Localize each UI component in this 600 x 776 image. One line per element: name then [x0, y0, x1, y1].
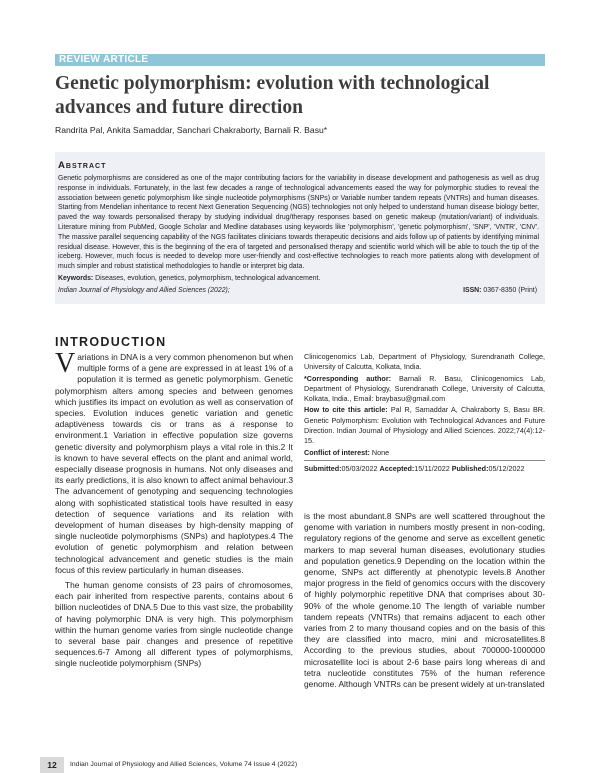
abstract-heading: Abstract — [58, 160, 107, 171]
footer-journal: Indian Journal of Physiology and Allied Sciences, Volume 74 Issue 4 (2022) — [70, 761, 298, 768]
left-column — [55, 348, 293, 670]
article-type-label: REVIEW ARTICLE — [59, 54, 149, 65]
accepted-label: Accepted: — [379, 463, 415, 473]
issn-value: 0367-8350 (Print) — [483, 286, 537, 294]
article-type-banner — [55, 54, 545, 66]
intro-paragraph-1 — [55, 348, 293, 576]
affiliation-block — [304, 352, 545, 474]
conflict-value: None — [371, 447, 390, 457]
citation-text: Pal R, Samaddar A, Chakraborty S, Basu BR. Genetic Polymorphism: Evolution with Technological Advances and Future Direction. Indian Journal of Physiology and Allied Sciences. 2022;74(4):12-15. — [304, 405, 545, 446]
page-number: 12 — [40, 757, 64, 773]
published-label: Published: — [451, 463, 489, 473]
conflict-label: Conflict of interest: — [304, 447, 370, 457]
submitted-date: 05/03/2022 — [341, 463, 378, 473]
published-date: 05/12/2022 — [488, 463, 525, 473]
abstract-text: Genetic polymorphisms are considered as one of the major contributing factors for the variability in disease development and pathogenesis as well as drug response in individuals. Fortunately, in the last few decades a range of technological advancements eased the way for polymorphic studies to reveal the association between genetic polymorphism like single nucleotide polymorphisms (SNPs) or Variable number tandem repeats (VNTRs) and human diseases. Starting from Mendelian inheritance to recent Next Generation Sequencing (NGS) technologies not only helped to understand human disease biology better, paved the way towards personalised therapy by studying individual drug/therapy responses based on genetic makeup (mutation/variant) of individuals. Literature mining from PubMed, Google Scholar and Medline databases using keywords like 'polymorphism', 'genetic polymorphism', 'SNP', 'VNTR', 'CNV'. The massive parallel sequencing capability of the NGS facilitates clinicians towards therapeutic decisions and aids follow up of patients by identifying minimal residual disease. However, this is the beginning of the era of targeted and personalised therapy and scientific world which will be able to touch the tip of the iceberg. However, much focus is needed to develop more user-friendly and cost-effective technologies to reach more patients along with development of much simpler and robust statistical methodologies to handle or interpret big data. — [58, 175, 539, 271]
issn-info — [463, 286, 537, 296]
corresponding-author — [304, 374, 545, 405]
abstract-box — [55, 152, 545, 304]
drop-cap: V — [55, 348, 76, 379]
corresponding-label: *Corresponding author: — [304, 373, 392, 383]
submitted-label: Submitted: — [304, 463, 342, 473]
affiliation-divider — [304, 460, 545, 461]
affiliation-lab: Clinicogenomics Lab, Department of Physiology, Surendranath College, University of Calcutta, Kolkata, India. — [304, 352, 545, 372]
citation-label: How to cite this article: — [304, 405, 388, 415]
issn-label: ISSN: — [463, 286, 482, 294]
conflict-of-interest — [304, 448, 545, 458]
intro-paragraph-1-text: ariations in DNA is a very common phenomenon but when multiple forms of a gene are expressed in at least 1% of a population it is termed as genetic polymorphism. Genetic polymorphism alters among species and between genomes which justifies its impact on evolution as well as conservation of species. Evolution induces genetic variation and genetic adaptiveness towards cis or trans as a response to environment.1 Variation in effective population size governs genetic diversity and polymorphism plays a vital role in this.2 It is known to have several effects on the plant and animal world, especially disease prognosis in humans. Not only diseases and its early predictions, it is also known to affect animal behaviour.3 The advancement of genotyping and sequencing technologies along with sophisticated statistical tools have resulted in easy detection of sequence variations and its relation with development of human diseases by high-density mapping of single nucleotide polymorphisms (SNPs) and haplotypes.4 The evolution of genetic polymorphism and relation between technological advancement and genetic studies is the main focus of this review particularly in human diseases. — [55, 352, 293, 575]
journal-reference: Indian Journal of Physiology and Allied Sciences (2022); — [58, 286, 230, 294]
corresponding-text: Barnali R. Basu, Clinicogenomics Lab, Department of Physiology, Surendranath College, University of Calcutta, Kolkata, India., Email: braybasu@gmail.com — [304, 373, 546, 404]
right-column-body: is the most abundant.8 SNPs are well scattered throughout the genome with variation in numbers mostly present in non-coding, regulatory regions of the genome and serve as excellent genetic markers to map several human diseases, evolutionary studies and population genetics.9 Depending on the location within the genome, SNPs act differently at phenotypic levels.8 Another major progress in the field of genomics occurs with the discovery of highly polymorphic repetitive DNA that comprises about 30-90% of the whole genome.10 The length of variable number tandem repeats (VNTRs) that remains adjacent to each other varies from 2 to many thousand copies and on the basis of this they are classified into macro, mini and microsatellites.8 According to the previous studies, about 700000-1000000 microsatellite loci is about 2-6 base pairs long whereas di and tetra nucleotide constitutes 75% of the human reference genome. Although VNTRs can be present widely at un-translated — [304, 511, 545, 690]
keywords-value: Diseases, evolution, genetics, polymorphism, technological advancement. — [95, 274, 321, 282]
keywords-label: Keywords: — [58, 274, 94, 282]
dates-line — [304, 464, 545, 474]
author-list: Randrita Pal, Ankita Samaddar, Sanchari Chakraborty, Barnali R. Basu* — [55, 125, 328, 135]
article-title: Genetic polymorphism: evolution with technological advances and future direction — [55, 73, 490, 118]
journal-row — [58, 286, 539, 296]
accepted-date: 15/11/2022 — [414, 463, 450, 473]
keywords-line — [58, 274, 539, 284]
intro-paragraph-2: The human genome consists of 23 pairs of chromosomes, each pair inherited from respective parents, contains about 6 billion nucleotides of DNA.5 Due to this vast size, the probability of having polymorphic DNA is very high. This polymorphism within the human genome varies from single nucleotide change to several base pair changes and presence of repetitive sequences.6-7 Among all different types of polymorphisms, single nucleotide polymorphism (SNPs) — [55, 580, 293, 669]
introduction-heading: INTRODUCTION — [55, 335, 167, 349]
citation — [304, 405, 545, 446]
